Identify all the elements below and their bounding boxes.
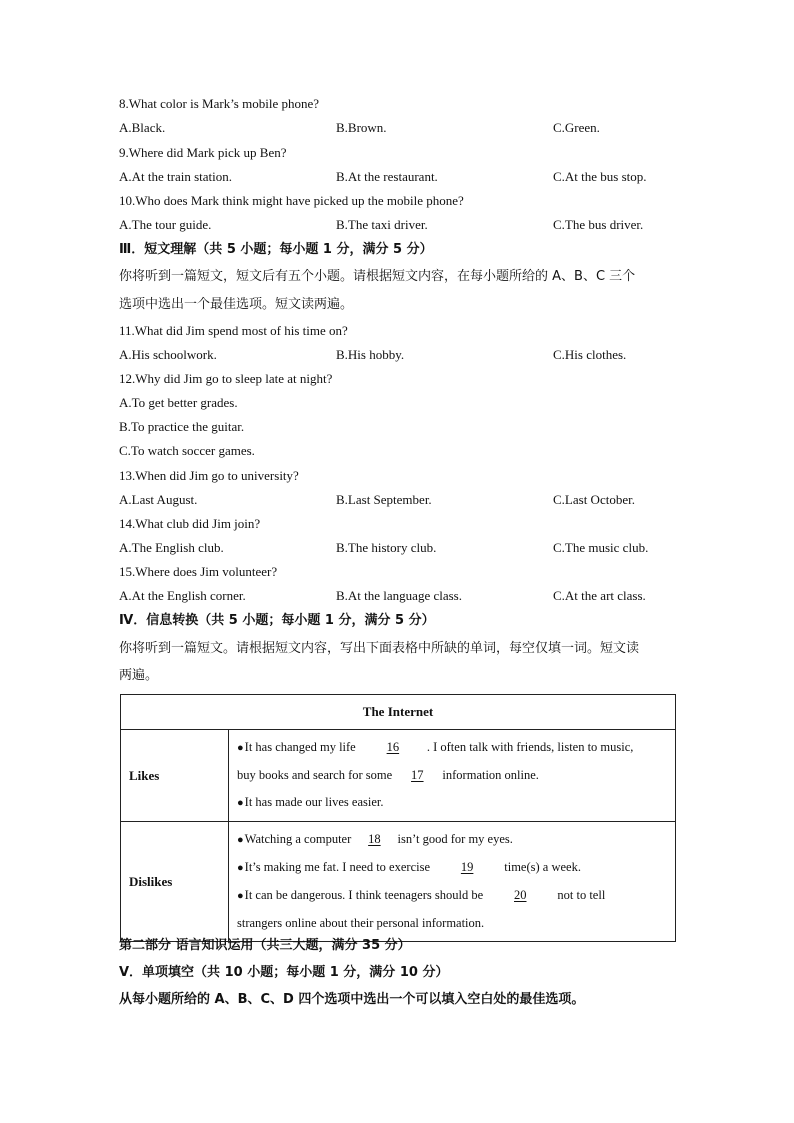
q13-option-a: A.Last August. [119,492,198,507]
likes-2-text: buy books and search for some [237,768,396,782]
q10-option-a: A.The tour guide. [119,217,212,232]
likes-label: Likes [121,730,229,822]
part-2-heading: 第二部分 语言知识运用（共三大题，满分 35 分） [119,938,411,953]
likes-item-1-cont [237,762,669,789]
dislikes-2-text: It’s making me fat. I need to exercise [244,860,434,874]
q8-option-a: A.Black. [119,120,166,135]
q14-option-b: B.The history club. [336,540,437,555]
q13-option-b: B.Last September. [336,492,432,507]
q15-option-b: B.At the language class. [336,588,462,603]
q8-option-c: C.Green. [553,120,600,135]
likes-item-1 [237,734,669,762]
question-15: 15.Where does Jim volunteer? [119,564,278,579]
q10-option-c: C.The bus driver. [553,217,644,232]
section-5-heading: V．单项填空（共 10 小题；每小题 1 分，满分 10 分） [119,965,449,980]
dislikes-content [229,822,676,942]
question-8: 8.What color is Mark’s mobile phone? [119,96,320,111]
likes-1-text-end: . I often talk with friends, listen to music, [426,740,634,754]
q12-option-b: B.To practice the guitar. [119,419,245,434]
dislikes-item-3 [237,882,669,910]
blank-16[interactable]: 16 [386,740,400,754]
q9-option-a: A.At the train station. [119,169,233,184]
q10-option-b: B.The taxi driver. [336,217,428,232]
dislikes-item-1 [237,826,669,854]
likes-3-text: It has made our lives easier. [244,795,384,809]
q15-option-c: C.At the art class. [553,588,646,603]
dislikes-1-text: Watching a computer [244,832,355,846]
bullet-icon: ● [237,890,244,902]
internet-info-table [120,694,676,942]
section-3-heading: Ⅲ．短文理解（共 5 小题；每小题 1 分，满分 5 分） [119,242,433,257]
question-9: 9.Where did Mark pick up Ben? [119,145,287,160]
q9-option-b: B.At the restaurant. [336,169,438,184]
blank-18[interactable]: 18 [368,832,381,846]
question-10: 10.Who does Mark think might have picked up the mobile phone? [119,193,464,208]
blank-17[interactable]: 17 [411,768,424,782]
q13-option-c: C.Last October. [553,492,635,507]
question-14: 14.What club did Jim join? [119,516,261,531]
table-title: The Internet [121,695,676,730]
q9-option-c: C.At the bus stop. [553,169,647,184]
bullet-icon: ● [237,742,244,754]
bullet-icon: ● [237,834,244,846]
likes-2-text-end: information online. [439,768,539,782]
q11-option-a: A.His schoolwork. [119,347,217,362]
dislikes-item-2 [237,854,669,882]
section-4-heading: Ⅳ．信息转换（共 5 小题；每小题 1 分，满分 5 分） [119,613,435,628]
dislikes-2-text-end: time(s) a week. [501,860,581,874]
q12-option-c: C.To watch soccer games. [119,443,255,458]
blank-20[interactable]: 20 [514,888,527,902]
q14-option-c: C.The music club. [553,540,649,555]
likes-1-text: It has changed my life [244,740,359,754]
q11-option-b: B.His hobby. [336,347,405,362]
section-4-instruction-2: 两遍。 [119,668,159,683]
q8-option-b: B.Brown. [336,120,387,135]
bullet-icon: ● [237,862,244,874]
section-3-instruction-1: 你将听到一篇短文，短文后有五个小题。请根据短文内容，在每小题所给的 A、B、C 三个 [119,269,636,284]
bullet-icon: ● [237,797,244,809]
blank-19[interactable]: 19 [460,860,474,874]
dislikes-label: Dislikes [121,822,229,942]
likes-item-2 [237,789,669,817]
section-3-instruction-2: 选项中选出一个最佳选项。短文读两遍。 [119,297,354,312]
likes-content [229,730,676,822]
q14-option-a: A.The English club. [119,540,224,555]
question-13: 13.When did Jim go to university? [119,468,299,483]
dislikes-3-text-end: not to tell [554,888,606,902]
question-11: 11.What did Jim spend most of his time on? [119,323,348,338]
dislikes-1-text-end: isn’t good for my eyes. [394,832,513,846]
section-5-instruction: 从每小题所给的 A、B、C、D 四个选项中选出一个可以填入空白处的最佳选项。 [119,992,585,1007]
q15-option-a: A.At the English corner. [119,588,246,603]
q11-option-c: C.His clothes. [553,347,627,362]
dislikes-3-text: It can be dangerous. I think teenagers should be [244,888,487,902]
question-12: 12.Why did Jim go to sleep late at night? [119,371,333,386]
dislikes-item-3-cont: strangers online about their personal information. [237,916,485,930]
q12-option-a: A.To get better grades. [119,395,238,410]
section-4-instruction-1: 你将听到一篇短文。请根据短文内容，写出下面表格中所缺的单词，每空仅填一词。短文读 [119,641,640,656]
